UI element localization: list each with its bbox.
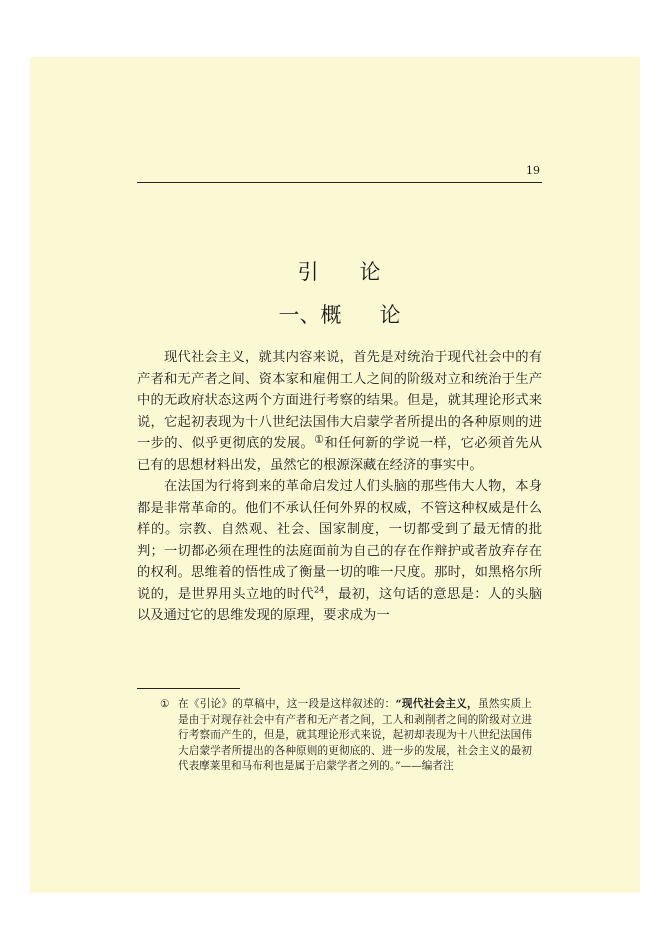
- section-title-part-1: 一、概: [278, 303, 342, 327]
- paragraph-1-text-b: 和任何新的学说一样，它必须首先从已有的思想材料出发，虽然它的根源深藏在经济的事实中。: [137, 436, 542, 473]
- footnote-text-a: 在《引论》的草稿中，这一段是这样叙述的：: [178, 698, 396, 710]
- section-title-part-2: 论: [379, 303, 401, 327]
- chapter-title: [137, 260, 542, 284]
- footnote-text-b: 虽然实质上是由于对现存社会中有产者和无产者之间，工人和剥削者之间的阶级对立进行考察而产生的，但是，就其理论形式来说，起初却表现为十八世纪法国伟大启蒙学者所提出的各种原则的更彻底的、进一步的发展，社会主义的最初代表摩莱里和马布利也是属于启蒙学者之列的。”——编者注: [178, 698, 533, 773]
- chapter-title-char-2: 论: [359, 260, 382, 284]
- paragraph-1: [137, 347, 542, 476]
- paragraph-1-text-a: 现代社会主义，就其内容来说，首先是对统治于现代社会中的有产者和无产者之间、资本家和雇佣工人之间的阶级对立和统治于生产中的无政府状态这两个方面进行考察的结果。但是，就其理论形式来说，它起初表现为十八世纪法国伟大启蒙学者所提出的各种原则的进一步的、似乎更彻底的发展。: [137, 350, 542, 451]
- paragraph-2: [137, 476, 542, 627]
- paragraph-2-text-b: ，最初，这句话的意思是：人的头脑以及通过它的思维发现的原理，要求成为一: [137, 586, 542, 623]
- paragraph-2-text-a: 在法国为行将到来的革命启发过人们头脑的那些伟大人物，本身都是非常革命的。他们不承认任何外界的权威，不管这种权威是什么样的。宗教、自然观、社会、国家制度，一切都受到了最无情的批判；一切都必须在理性的法庭面前为自己的存在作辩护或者放弃存在的权利。思维着的悟性成了衡量一切的唯一尺度。那时，如黑格尔所说的，是世界用头立地的时代: [137, 479, 542, 602]
- chapter-title-char-1: 引: [297, 260, 320, 284]
- page-number: 19: [526, 164, 540, 177]
- header-rule: [137, 182, 542, 183]
- body-text: [137, 347, 542, 627]
- footnote-mark: ①: [160, 698, 170, 710]
- footnote-text-bold: “现代社会主义，: [395, 698, 478, 710]
- endnote-reference[interactable]: 24: [313, 585, 325, 595]
- section-title: [137, 303, 542, 327]
- footnote-text: [178, 697, 532, 775]
- footnote: [160, 697, 532, 775]
- footnote-reference[interactable]: ①: [314, 433, 325, 446]
- footnote-rule: [137, 688, 240, 689]
